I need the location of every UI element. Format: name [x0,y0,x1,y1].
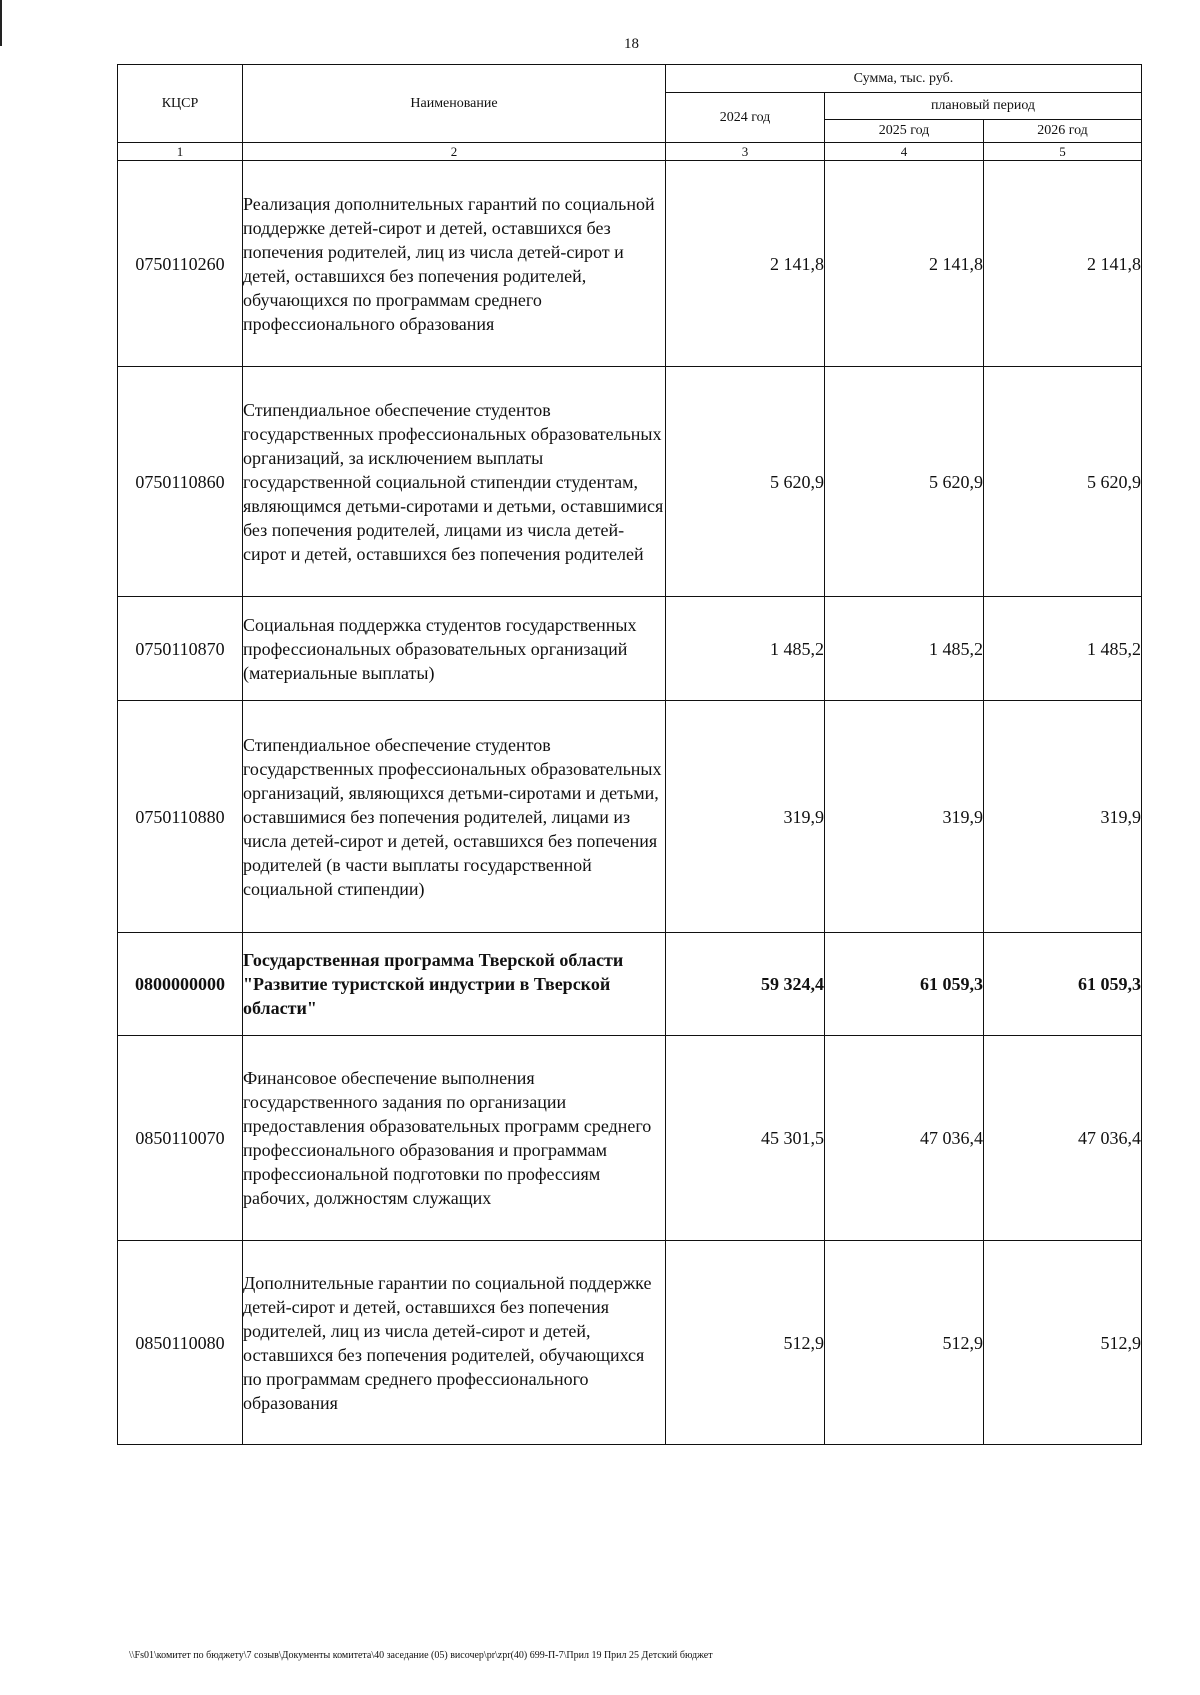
row-name: Стипендиальное обеспечение студентов государственных профессиональных образовательных организаций, за исключением выплаты государственной социальной стипендии студентам, являющимся детьми-сиротами и детьми, оставшимися без попечения родителей, лицами из числа детей-сирот и детей, оставшихся без попечения родителей [243,367,666,597]
header-code: КЦСР [118,65,243,143]
column-number: 5 [984,143,1142,161]
table-body [118,161,1142,1445]
row-amount-2025: 5 620,9 [825,367,984,597]
row-amount-2025: 1 485,2 [825,597,984,701]
row-amount-2024: 2 141,8 [666,161,825,367]
row-amount-2025: 512,9 [825,1241,984,1445]
footer-file-path: \\Fs01\комитет по бюджету\7 созыв\Документы комитета\40 заседание (05) височер\pr\zpr(40) 699-П-7\Прил 19 Прил 25 Детский бюджет [129,1650,713,1661]
table-row [118,1036,1142,1241]
row-amount-2026: 2 141,8 [984,161,1142,367]
row-code: 0850110080 [118,1241,243,1445]
header-planned-period: плановый период [825,93,1142,120]
column-number-row [118,143,1142,161]
row-amount-2025: 61 059,3 [825,933,984,1036]
row-amount-2026: 512,9 [984,1241,1142,1445]
row-amount-2025: 2 141,8 [825,161,984,367]
row-code: 0750110870 [118,597,243,701]
header-year-2024: 2024 год [666,93,825,143]
table-row-program [118,933,1142,1036]
row-amount-2026: 47 036,4 [984,1036,1142,1241]
row-amount-2024: 1 485,2 [666,597,825,701]
row-amount-2024: 512,9 [666,1241,825,1445]
table-row [118,701,1142,933]
row-code: 0850110070 [118,1036,243,1241]
row-code: 0750110860 [118,367,243,597]
column-number: 3 [666,143,825,161]
row-code: 0750110260 [118,161,243,367]
row-amount-2026: 5 620,9 [984,367,1142,597]
row-amount-2026: 319,9 [984,701,1142,933]
table-row [118,597,1142,701]
row-name: Финансовое обеспечение выполнения государственного задания по организации предоставления образовательных программ среднего профессионального образования и программам профессиональной подготовки по профессиям рабочих, должностям служащих [243,1036,666,1241]
column-number: 1 [118,143,243,161]
header-year-2026: 2026 год [984,120,1142,143]
row-amount-2025: 47 036,4 [825,1036,984,1241]
row-amount-2024: 5 620,9 [666,367,825,597]
row-code: 0800000000 [118,933,243,1036]
row-name: Реализация дополнительных гарантий по социальной поддержке детей-сирот и детей, оставшихся без попечения родителей, лиц из числа детей-сирот и детей, оставшихся без попечения родителей, обучающихся по программам среднего профессионального образования [243,161,666,367]
table-header [118,65,1142,161]
table-row [118,367,1142,597]
row-name: Социальная поддержка студентов государственных профессиональных образовательных организаций (материальные выплаты) [243,597,666,701]
row-amount-2026: 61 059,3 [984,933,1142,1036]
row-amount-2024: 59 324,4 [666,933,825,1036]
row-name: Стипендиальное обеспечение студентов государственных профессиональных образовательных организаций, являющихся детьми-сиротами и детьми, оставшимися без попечения родителей, лицами из числа детей-сирот и детей, оставшихся без попечения родителей (в части выплаты государственной социальной стипендии) [243,701,666,933]
column-number: 4 [825,143,984,161]
row-amount-2024: 45 301,5 [666,1036,825,1241]
column-number: 2 [243,143,666,161]
table-row [118,1241,1142,1445]
header-year-2025: 2025 год [825,120,984,143]
row-name: Дополнительные гарантии по социальной поддержке детей-сирот и детей, оставшихся без попечения родителей, лиц из числа детей-сирот и детей, оставшихся без попечения родителей, обучающихся по программам среднего профессионального образования [243,1241,666,1445]
table-row [118,161,1142,367]
row-amount-2025: 319,9 [825,701,984,933]
row-code: 0750110880 [118,701,243,933]
budget-table [117,64,1142,1445]
header-name: Наименование [243,65,666,143]
row-amount-2024: 319,9 [666,701,825,933]
page-number: 18 [624,36,639,52]
header-sum: Сумма, тыс. руб. [666,65,1142,93]
row-name: Государственная программа Тверской области "Развитие туристской индустрии в Тверской области" [243,933,666,1036]
row-amount-2026: 1 485,2 [984,597,1142,701]
